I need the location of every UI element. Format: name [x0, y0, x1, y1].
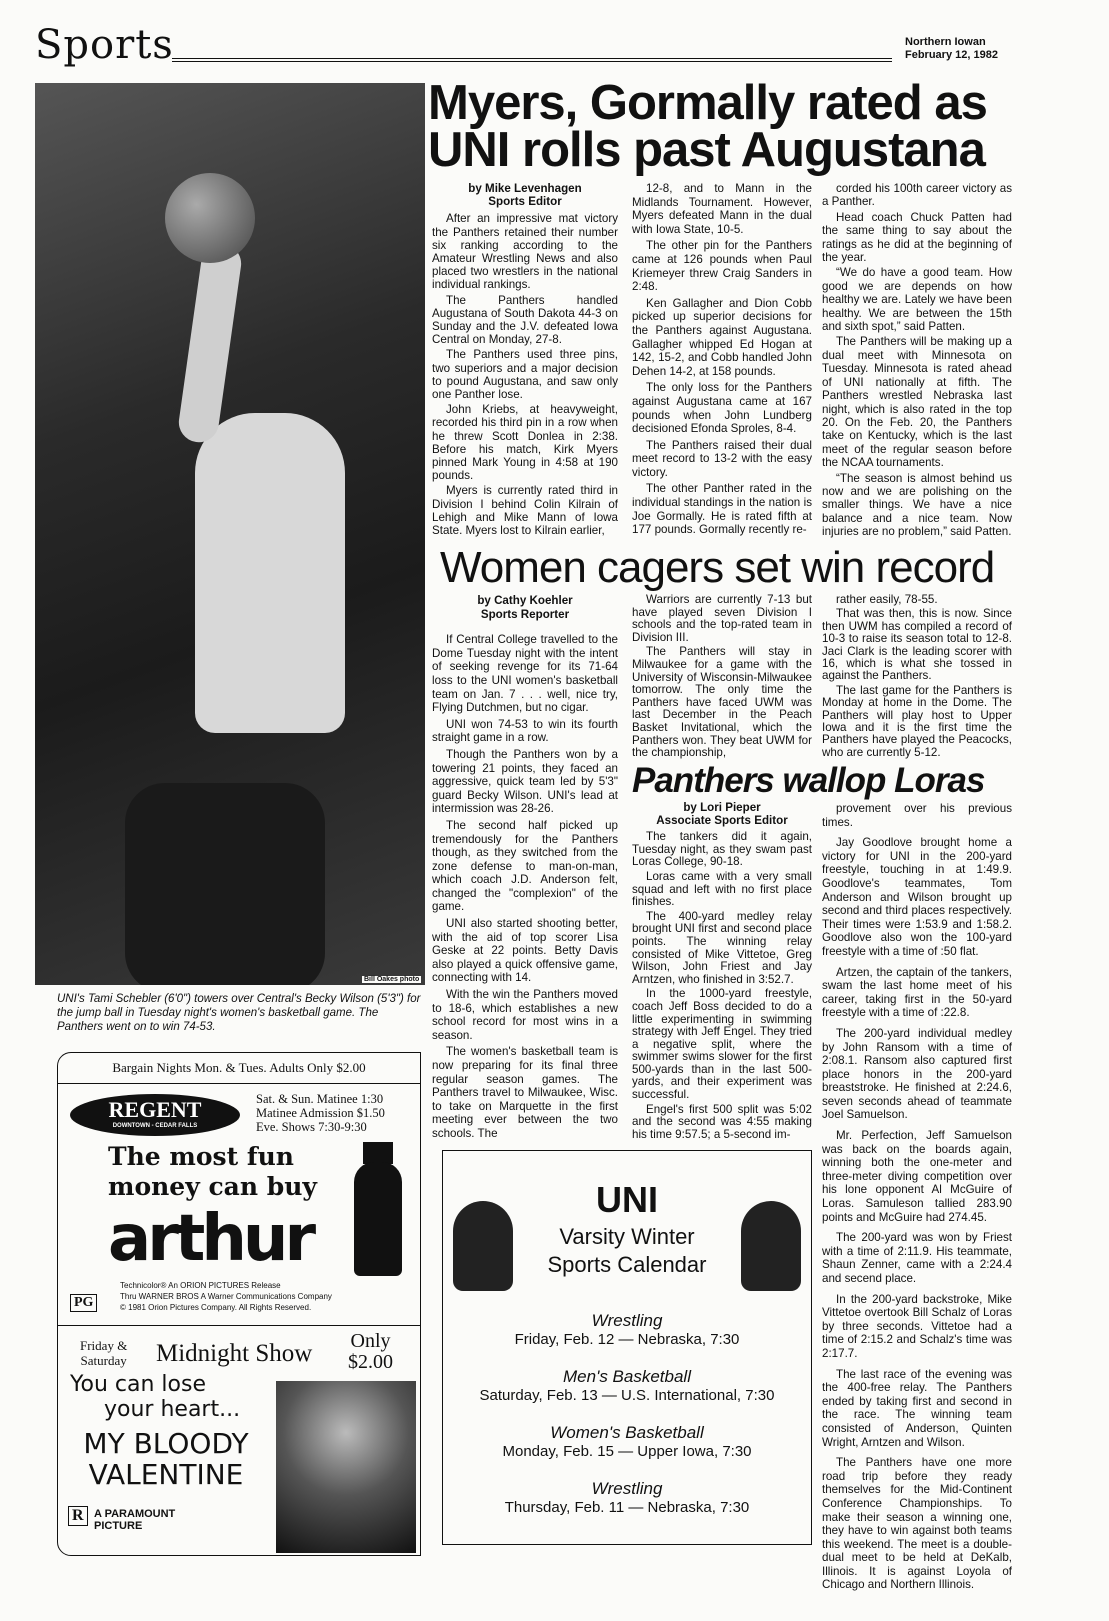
day: Saturday — [80, 1353, 127, 1368]
studio-line: A PARAMOUNT — [94, 1508, 176, 1520]
photo-caption: UNI's Tami Schebler (6'0") towers over Central's Becky Wilson (5'3") for the jump ball in Tuesday night's women's basketball game. The Panthers went on to win 74-53. — [57, 993, 421, 1033]
headline-panthers-wallop: Panthers wallop Loras — [632, 761, 985, 800]
author-title: Associate Sports Editor — [656, 813, 788, 827]
paragraph: The Panthers used three pins, two superiors and a major decision to pound Augustana, and saw only one Panther lose. — [432, 348, 618, 402]
event-when: Monday, Feb. 15 — Upper Iowa, 7:30 — [502, 1443, 752, 1460]
paragraph: rather easily, 78-55. — [836, 593, 938, 606]
calendar-title: UNI — [596, 1179, 658, 1220]
paragraphs — [822, 594, 1012, 759]
photo-player-dark — [125, 783, 325, 985]
paragraph: corded his 100th career victory as a Panther. — [822, 182, 1012, 209]
article1-col1 — [432, 182, 618, 539]
tagline-line: The most fun — [108, 1142, 294, 1171]
paragraphs — [822, 802, 1012, 1592]
day: Friday & — [80, 1338, 128, 1353]
basketball-icon — [165, 173, 255, 263]
rating-pg: PG — [70, 1294, 97, 1312]
paragraph: The Panthers will stay in Milwaukee for a game with the University of Wisconsin-Milwaukee tomorrow. The only time the Panthers have faced UWM was last December in the Peach Basket Invitational, which the Panthers won. They beat UWM for the championship, — [632, 645, 812, 760]
arthur-figure-icon — [354, 1162, 402, 1276]
film-credits — [120, 1280, 332, 1313]
event-when: Thursday, Feb. 11 — Nebraska, 7:30 — [504, 1499, 750, 1516]
paragraph: The 200-yard was won by Friest with a time of 2:11.9. His teammate, Shaun Zenner, came with a 2:24.4 and secend place. — [822, 1231, 1012, 1285]
price-value: $2.00 — [348, 1351, 393, 1373]
paragraph: The tankers did it again, Tuesday night, as they swam past Loras College, 90-18. — [632, 830, 812, 869]
showtimes — [256, 1092, 385, 1134]
paragraph: In the 200-yard backstroke, Mike Vittetoe overtook Bill Schalz of Loras by three seconds. Vittetoe had a time of 2:15.2 and Schalz's time was 2:17.7. — [822, 1292, 1012, 1360]
paragraph: The second half picked up tremendously for the Panthers though, as they switched from the zone defense to man-on-man, which coach J.D. Anderson felt, changed the "complexion" of the game. — [432, 818, 618, 914]
article2-col3 — [822, 594, 1012, 761]
price-label: Only — [350, 1330, 391, 1352]
paragraph: “The season is almost behind us now and we are polishing on the smaller things. We have a nice balance and a nice team. Now injuries are no problem,” said Patten. — [822, 471, 1012, 539]
paragraph: Mr. Perfection, Jeff Samuelson was back on the boards again, winning both the one-meter and three-meter diving competition over his lone opponent Al McGuire of Loras. Samuleson tallied 283.90 points and McGuire had 274.45. — [822, 1129, 1012, 1224]
sports-calendar — [442, 1150, 812, 1545]
author-title: Sports Reporter — [480, 607, 570, 621]
credit-line: © 1981 Orion Pictures Company. All Rights Reserved. — [120, 1303, 312, 1312]
title-line: MY BLOODY — [83, 1427, 249, 1460]
paragraph: Ken Gallagher and Dion Cobb picked up superior decisions for the Panthers against Augustana. Gallagher whipped Ed Hogan at 142, 15-2, and Cobb handled John Dehen 14-2, at 158 pounds. — [632, 296, 812, 378]
paragraph: The 400-yard medley relay brought UNI first and second place points. The winning relay consisted of Mike Vittetoe, Greg Wilson, John Friest and Jay Arntzen, who finished in 3:52.7. — [632, 909, 812, 986]
paragraph: Head coach Chuck Patten had the same thing to say about the ratings as he did at the beginning of the year. — [822, 210, 1012, 265]
event-sport: Men's Basketball — [563, 1367, 691, 1386]
paragraph: Myers is currently rated third in Division I behind Colin Kilrain of Lehigh and Mike Mann of Iowa State. Myers lost to Kilrain earlier, — [432, 484, 618, 538]
studio — [94, 1508, 175, 1532]
showtime: Eve. Shows 7:30-9:30 — [256, 1120, 367, 1134]
paragraph: The Panthers raised their dual meet record to 13-2 with the easy victory. — [632, 438, 812, 479]
calendar-event — [443, 1367, 811, 1405]
paragraphs — [632, 594, 812, 760]
article1-col2 — [632, 182, 812, 540]
paragraph: UNI also started shooting better, with the aid of top scorer Lisa Geske at 22 points. Betty Davis also played a quick offensive game, connecting with 14. — [432, 917, 618, 985]
paragraph: “We do have a good team. How good we are depends on how healthy we are. Lately we have been healthy. We are between the 15th and sixth spot,” said Patten. — [822, 266, 1012, 334]
event-sport: Wrestling — [591, 1311, 663, 1330]
headline-wrestling — [428, 76, 987, 177]
ad-tagline — [108, 1142, 317, 1202]
calendar-subtitle — [443, 1223, 811, 1279]
article2-col2 — [632, 594, 812, 762]
author: by Mike Levenhagen — [468, 182, 582, 195]
calendar-event — [443, 1423, 811, 1461]
regent-section — [58, 1084, 420, 1326]
paragraph: UNI won 74-53 to win its fourth straight game in a row. — [432, 717, 618, 745]
paragraph: The only loss for the Panthers against Augustana came at 167 pounds when John Lundberg decisioned Efonda Sproles, 8-4. — [632, 381, 812, 436]
paragraph: If Central College travelled to the Dome Tuesday night with the intent of seeking revenge for its 71-64 loss to the UNI women's basketball team on Jan. 7 . . . well, nice try, Flying Dutchmen, but no cigar. — [432, 633, 618, 715]
teaser-line: your heart... — [104, 1397, 241, 1422]
calendar-event — [443, 1311, 811, 1349]
studio-line: PICTURE — [94, 1520, 143, 1532]
credit-line: Thru WARNER BROS A Warner Communications Company — [120, 1292, 332, 1301]
paragraphs — [632, 831, 812, 1141]
showtime: Matinee Admission $1.50 — [256, 1106, 385, 1120]
subtitle-line: Varsity Winter — [559, 1224, 695, 1249]
paragraph: The Panthers will be making up a dual meet with Minnesota on Tuesday. Minnesota is rated ahead of UNI nationally at fifth. The Panthers wrestled Nebraska last night, which is also rated in the top 20. On the Feb. 20, the Panthers take on Kentucky, which is the last meet of the regular season before the NCAA tournaments. — [822, 335, 1012, 470]
theater-ad — [57, 1052, 421, 1556]
paragraph: In the 1000-yard freestyle, coach Jeff Boss decided to do a little experimenting in swimming strategy with Jeff Engel. They tried a negative split, where the swimmer swims slower for the first 500-yards than in the last 500-yards, and their experiment was successful. — [632, 987, 812, 1102]
headline-line: Myers, Gormally rated as — [428, 76, 987, 130]
article1-col3 — [822, 182, 1012, 541]
show-price — [348, 1331, 393, 1373]
calendar-events — [443, 1311, 811, 1535]
photo-player-light — [195, 413, 345, 733]
byline — [632, 802, 812, 827]
showtime: Sat. & Sun. Matinee 1:30 — [256, 1092, 384, 1106]
paper-info — [905, 36, 998, 62]
title-line: VALENTINE — [88, 1458, 244, 1491]
paragraph: The last race of the evening was the 400-free relay. The Panthers ended by taking first and second in the race. The winning team consisted of Anderson, Quinten Wright, Arntzen and Wilson. — [822, 1367, 1012, 1449]
event-sport: Women's Basketball — [550, 1423, 704, 1442]
event-when: Saturday, Feb. 13 — U.S. International, 7:30 — [479, 1387, 775, 1404]
paragraph: That was then, this is now. Since then UWM has compiled a record of 10-3 to raise its season total to 12-8. Jaci Clark is the leading scorer with 16, which is what she tossed in against the Panthers. — [822, 607, 1012, 683]
event-sport: Wrestling — [591, 1479, 663, 1498]
movie-title-arthur: arthur — [108, 1202, 313, 1276]
top-hat-icon — [363, 1142, 393, 1164]
article2-col1 — [432, 594, 618, 1144]
photo-arm — [176, 241, 243, 445]
byline — [432, 594, 618, 621]
theater-location: DOWNTOWN - CEDAR FALLS — [112, 1123, 198, 1129]
subtitle-line: Sports Calendar — [547, 1252, 707, 1277]
header-rule — [172, 58, 892, 62]
photo-credit: Bill Oakes photo — [364, 976, 420, 983]
paper-name: Northern Iowan — [905, 36, 986, 48]
credit-line: Technicolor® An ORION PICTURES Release — [120, 1281, 281, 1290]
paragraphs — [432, 212, 618, 537]
paragraph: The last game for the Panthers is Monday at home in the Dome. The Panthers will play host to Upper Iowa and it is the first time the Panthers have played the Peacocks, who are currently 5-12. — [822, 683, 1012, 759]
paragraph: Though the Panthers won by a towering 21 points, they faced an aggressive, quick team led by 5'3" guard Becky Wilson. UNI's lead at intermission was 28-26. — [432, 747, 618, 816]
paragraph: The other Panther rated in the individual standings in the nation is Joe Gormally. He is rated fifth at 177 pounds. Gormally recently re- — [632, 482, 812, 537]
byline — [432, 182, 618, 208]
paragraphs — [632, 182, 812, 537]
author-title: Sports Editor — [488, 195, 562, 209]
paragraph: provement over his previous times. — [822, 802, 1012, 829]
paragraph: With the win the Panthers moved to 18-6, which establishes a new school record for most wins in a season. — [432, 988, 618, 1042]
paragraph: Loras came with a very small squad and left with no first place finishes. — [632, 869, 812, 909]
paragraph: The other pin for the Panthers came at 126 pounds when Paul Kriemeyer threw Craig Sanders in 2:48. — [632, 239, 812, 294]
ad-teaser — [70, 1372, 240, 1422]
theater-name: REGENT — [108, 1097, 202, 1122]
regent-logo — [70, 1094, 240, 1136]
movie-title-valentine — [66, 1428, 266, 1490]
issue-date: February 12, 1982 — [905, 49, 998, 61]
article3-col2 — [822, 802, 1012, 1599]
bargain-nights: Bargain Nights Mon. & Tues. Adults Only $2.00 — [58, 1053, 420, 1084]
basketball-photo — [35, 83, 425, 985]
midnight-show-section — [58, 1326, 420, 1556]
midnight-show: Midnight Show — [156, 1340, 313, 1367]
paragraph: Artzen, the captain of the tankers, swam the last home meet of his career, taking first in the 50-yard freestyle with a time of :22.8. — [822, 965, 1012, 1020]
section-title: Sports — [35, 22, 174, 68]
paragraph: After an impressive mat victory the Panthers retained their number six ranking according to the Amateur Wrestling News and also placed two wrestlers in the national individual rankings. — [432, 212, 618, 292]
calendar-event — [443, 1479, 811, 1517]
show-days — [80, 1338, 127, 1368]
paragraph: The Panthers have one more road trip before they ready themselves for the Mid-Continent Conference Championships. To make their season a winning one, they have to win against both teams this weekend. The meet is a double-dual meet to be held at DeKalb, Illinois. It is against Loyola of Chicago and Northern Illinois. — [822, 1456, 1012, 1592]
headline-line: UNI rolls past Augustana — [428, 123, 985, 177]
tagline-line: money can buy — [108, 1172, 317, 1201]
paragraph: John Kriebs, at heavyweight, recorded his third pin in a row when he threw Scott Donlea in 2:38. Before his match, Kirk Myers pinned Mark Young in 4:58 at 190 pounds. — [432, 403, 618, 483]
paragraph: The Panthers handled Augustana of South Dakota 44-3 on Sunday and the J.V. defeated Iowa Central on Monday, 27-8. — [432, 293, 618, 347]
paragraph: Warriors are currently 7-13 but have played seven Division I schools and the top-rated team in Division III. — [632, 593, 812, 644]
teaser-line: You can lose — [70, 1372, 206, 1397]
rating-r: R — [68, 1506, 88, 1526]
paragraph: Engel's first 500 split was 5:02 and the second was 4:55 making his time 9:57.5; a 5-second im- — [632, 1102, 812, 1141]
event-when: Friday, Feb. 12 — Nebraska, 7:30 — [514, 1331, 740, 1348]
paragraph: The women's basketball team is now preparing for its final three regular season games. The Panthers travel to Milwaukee, Wisc. to take on Marquette in the first meeting ever between the two schools. The — [432, 1045, 618, 1140]
article3-col1 — [632, 802, 812, 1143]
paragraph: Jay Goodlove brought home a victory for UNI in the 200-yard freestyle, touching in at 1:49.9. Goodlove's teammates, Tom Anderson and Wilson brought up second and third places respectively. Their times were 1:53.9 and 1:58.2. Goodlove also won the 100-yard freestyle with a time of :50 flat. — [822, 836, 1012, 958]
paragraph: The 200-yard individual medley by John Ransom with a time of 2:08.1. Ransom also captured first place honors in the 200-yard breaststroke. He finished at 2:24.6, seven seconds ahead of teammate Joel Samuelson. — [822, 1026, 1012, 1122]
headline-women-cagers: Women cagers set win record — [440, 543, 995, 592]
author: by Cathy Koehler — [477, 594, 573, 607]
paragraphs — [822, 182, 1012, 539]
miner-mask-image — [276, 1381, 416, 1553]
author: by Lori Pieper — [683, 801, 761, 814]
paragraph: 12-8, and to Mann in the Midlands Tournament. However, Myers defeated Mann in the dual with Iowa State, 10-5. — [632, 182, 812, 236]
paragraphs — [432, 633, 618, 1140]
